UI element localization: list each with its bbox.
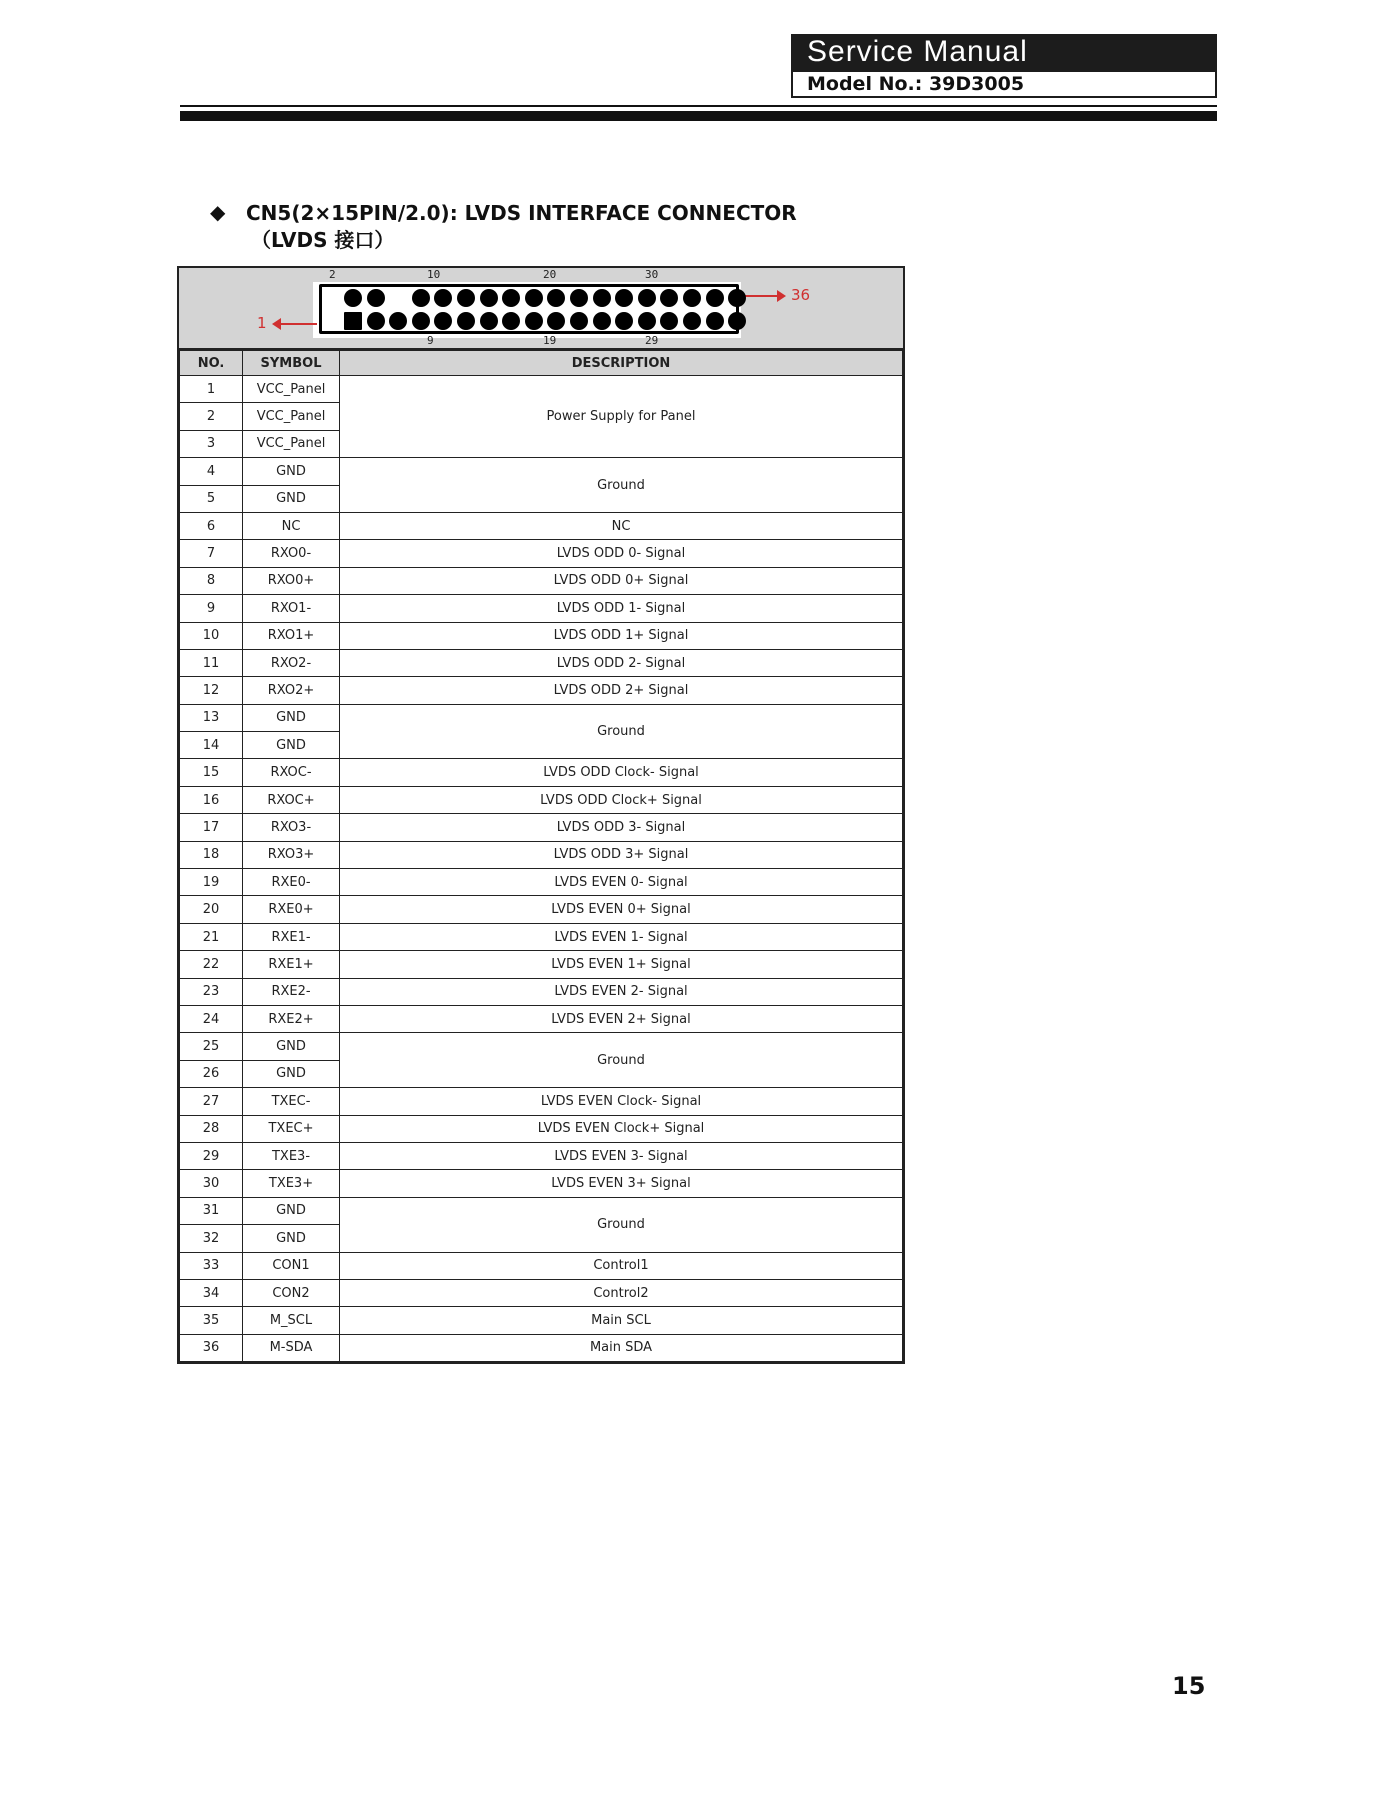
header-description: DESCRIPTION bbox=[340, 351, 903, 376]
pin-table-body bbox=[180, 376, 903, 1362]
pin-number-cell: 11 bbox=[180, 649, 243, 676]
pin-description-cell: LVDS EVEN 0- Signal bbox=[340, 869, 903, 896]
connector-diagram bbox=[179, 268, 903, 350]
pin-description-cell: Control1 bbox=[340, 1252, 903, 1279]
pin-number-cell: 5 bbox=[180, 485, 243, 512]
header-title: Service Manual bbox=[791, 34, 1217, 70]
pin-number-cell: 1 bbox=[180, 376, 243, 403]
tick-label-bottom: 9 bbox=[427, 334, 434, 347]
connector-pin bbox=[480, 289, 498, 307]
pin-symbol-cell: GND bbox=[243, 1225, 340, 1252]
pin-symbol-cell: RXE1+ bbox=[243, 951, 340, 978]
table-row bbox=[180, 1307, 903, 1334]
table-row bbox=[180, 814, 903, 841]
pin-symbol-cell: RXO3- bbox=[243, 814, 340, 841]
pin-number-cell: 8 bbox=[180, 567, 243, 594]
pin-table bbox=[179, 350, 903, 1362]
table-row bbox=[180, 567, 903, 594]
pin-number-cell: 24 bbox=[180, 1005, 243, 1032]
connector-pin bbox=[570, 312, 588, 330]
pin-symbol-cell: RXE2- bbox=[243, 978, 340, 1005]
pin-number-cell: 20 bbox=[180, 896, 243, 923]
pin-number-cell: 36 bbox=[180, 1334, 243, 1361]
pin-symbol-cell: TXE3+ bbox=[243, 1170, 340, 1197]
pin-symbol-cell: M-SDA bbox=[243, 1334, 340, 1361]
connector-pin bbox=[367, 312, 385, 330]
pin-number-cell: 10 bbox=[180, 622, 243, 649]
pin-1-arrow bbox=[279, 323, 317, 325]
table-row bbox=[180, 595, 903, 622]
header-symbol: SYMBOL bbox=[243, 351, 340, 376]
table-header-row bbox=[180, 351, 903, 376]
pin-symbol-cell: GND bbox=[243, 704, 340, 731]
arrow-left-icon bbox=[272, 318, 281, 330]
pin-description-cell: LVDS EVEN 3- Signal bbox=[340, 1142, 903, 1169]
pin-symbol-cell: RXO3+ bbox=[243, 841, 340, 868]
pin-description-cell: LVDS EVEN Clock- Signal bbox=[340, 1088, 903, 1115]
pin-number-cell: 26 bbox=[180, 1060, 243, 1087]
header-rule-thick bbox=[180, 111, 1217, 121]
connector-pin bbox=[457, 289, 475, 307]
pin-number-cell: 18 bbox=[180, 841, 243, 868]
pin-symbol-cell: VCC_Panel bbox=[243, 403, 340, 430]
table-row bbox=[180, 841, 903, 868]
pin-description-cell: LVDS ODD Clock+ Signal bbox=[340, 786, 903, 813]
pin-36-marker: 36 bbox=[791, 286, 811, 304]
tick-label-bottom: 19 bbox=[543, 334, 557, 347]
section-title: CN5(2×15PIN/2.0): LVDS INTERFACE CONNECTOR bbox=[246, 201, 797, 225]
pin-symbol-cell: GND bbox=[243, 1033, 340, 1060]
table-row bbox=[180, 1252, 903, 1279]
connector-pin bbox=[683, 312, 701, 330]
pin-symbol-cell: GND bbox=[243, 485, 340, 512]
pin-symbol-cell: VCC_Panel bbox=[243, 430, 340, 457]
table-row bbox=[180, 759, 903, 786]
pin-symbol-cell: RXO0+ bbox=[243, 567, 340, 594]
pin-number-cell: 14 bbox=[180, 732, 243, 759]
connector-pin bbox=[525, 312, 543, 330]
pin-symbol-cell: NC bbox=[243, 512, 340, 539]
connector-pin bbox=[480, 312, 498, 330]
connector-pin bbox=[367, 289, 385, 307]
pin-description-cell: LVDS EVEN 2- Signal bbox=[340, 978, 903, 1005]
pin-symbol-cell: GND bbox=[243, 1197, 340, 1224]
connector-pin bbox=[412, 312, 430, 330]
pin-symbol-cell: CON2 bbox=[243, 1279, 340, 1306]
pin-symbol-cell: GND bbox=[243, 458, 340, 485]
connector-pin-1-square bbox=[344, 312, 362, 330]
section-subtitle: （LVDS 接口） bbox=[251, 228, 395, 252]
page-number: 15 bbox=[1172, 1672, 1206, 1700]
pin-symbol-cell: RXO1- bbox=[243, 595, 340, 622]
pin-description-cell: LVDS ODD 2+ Signal bbox=[340, 677, 903, 704]
pin-symbol-cell: VCC_Panel bbox=[243, 376, 340, 403]
table-row bbox=[180, 786, 903, 813]
pin-description-cell: LVDS ODD 1+ Signal bbox=[340, 622, 903, 649]
pin-description-cell: Main SDA bbox=[340, 1334, 903, 1361]
pin-description-cell: LVDS EVEN 1- Signal bbox=[340, 923, 903, 950]
connector-pin bbox=[638, 312, 656, 330]
pin-symbol-cell: RXE0+ bbox=[243, 896, 340, 923]
connector-pin bbox=[525, 289, 543, 307]
pin-symbol-cell: RXOC+ bbox=[243, 786, 340, 813]
connector-pin bbox=[728, 289, 746, 307]
pin-description-cell: LVDS ODD 3+ Signal bbox=[340, 841, 903, 868]
connector-pin bbox=[683, 289, 701, 307]
pin-number-cell: 16 bbox=[180, 786, 243, 813]
connector-pin bbox=[706, 312, 724, 330]
pin-symbol-cell: RXE1- bbox=[243, 923, 340, 950]
pin-description-cell: Main SCL bbox=[340, 1307, 903, 1334]
document-header bbox=[791, 34, 1217, 98]
pin-description-cell: Control2 bbox=[340, 1279, 903, 1306]
pin-symbol-cell: TXEC+ bbox=[243, 1115, 340, 1142]
pin-symbol-cell: TXEC- bbox=[243, 1088, 340, 1115]
table-row bbox=[180, 869, 903, 896]
pin-description-cell: NC bbox=[340, 512, 903, 539]
pin-number-cell: 15 bbox=[180, 759, 243, 786]
pin-number-cell: 23 bbox=[180, 978, 243, 1005]
table-row bbox=[180, 896, 903, 923]
pin-number-cell: 9 bbox=[180, 595, 243, 622]
table-row bbox=[180, 677, 903, 704]
pin-description-cell: LVDS EVEN Clock+ Signal bbox=[340, 1115, 903, 1142]
connector-pin bbox=[593, 312, 611, 330]
pin-description-cell: LVDS EVEN 2+ Signal bbox=[340, 1005, 903, 1032]
table-row bbox=[180, 951, 903, 978]
table-row bbox=[180, 540, 903, 567]
pin-number-cell: 17 bbox=[180, 814, 243, 841]
pin-description-cell: LVDS ODD 2- Signal bbox=[340, 649, 903, 676]
table-row bbox=[180, 1005, 903, 1032]
pin-description-cell: Power Supply for Panel bbox=[340, 376, 903, 458]
connector-pin bbox=[457, 312, 475, 330]
pin-1-marker: 1 bbox=[257, 314, 267, 332]
connector-pin bbox=[593, 289, 611, 307]
pin-number-cell: 13 bbox=[180, 704, 243, 731]
tick-label-bottom: 29 bbox=[645, 334, 659, 347]
header-rule-thin bbox=[180, 105, 1217, 107]
pin-symbol-cell: RXO2+ bbox=[243, 677, 340, 704]
table-row bbox=[180, 1033, 903, 1060]
pin-number-cell: 31 bbox=[180, 1197, 243, 1224]
table-row bbox=[180, 622, 903, 649]
pin-table-container bbox=[177, 266, 905, 1364]
tick-label-top: 2 bbox=[329, 268, 336, 281]
pin-number-cell: 35 bbox=[180, 1307, 243, 1334]
connector-pin bbox=[706, 289, 724, 307]
pin-symbol-cell: RXO1+ bbox=[243, 622, 340, 649]
connector-pin bbox=[412, 289, 430, 307]
pin-number-cell: 6 bbox=[180, 512, 243, 539]
diamond-bullet-icon: ◆ bbox=[210, 200, 226, 224]
pin-number-cell: 7 bbox=[180, 540, 243, 567]
pin-number-cell: 30 bbox=[180, 1170, 243, 1197]
table-row bbox=[180, 1115, 903, 1142]
pin-description-cell: LVDS ODD 0- Signal bbox=[340, 540, 903, 567]
pin-symbol-cell: RXOC- bbox=[243, 759, 340, 786]
pin-number-cell: 28 bbox=[180, 1115, 243, 1142]
tick-label-top: 10 bbox=[427, 268, 441, 281]
table-row bbox=[180, 1197, 903, 1224]
pin-description-cell: LVDS ODD Clock- Signal bbox=[340, 759, 903, 786]
pin-symbol-cell: RXE0- bbox=[243, 869, 340, 896]
connector-pin bbox=[638, 289, 656, 307]
pin-description-cell: LVDS ODD 0+ Signal bbox=[340, 567, 903, 594]
table-row bbox=[180, 923, 903, 950]
pin-symbol-cell: RXO2- bbox=[243, 649, 340, 676]
pin-description-cell: Ground bbox=[340, 704, 903, 759]
pin-symbol-cell: GND bbox=[243, 1060, 340, 1087]
pin-symbol-cell: RXE2+ bbox=[243, 1005, 340, 1032]
pin-number-cell: 29 bbox=[180, 1142, 243, 1169]
pin-description-cell: LVDS ODD 1- Signal bbox=[340, 595, 903, 622]
table-row bbox=[180, 458, 903, 485]
table-row bbox=[180, 1088, 903, 1115]
table-row bbox=[180, 512, 903, 539]
header-no: NO. bbox=[180, 351, 243, 376]
pin-description-cell: Ground bbox=[340, 1033, 903, 1088]
connector-pin bbox=[728, 312, 746, 330]
pin-number-cell: 22 bbox=[180, 951, 243, 978]
pin-number-cell: 3 bbox=[180, 430, 243, 457]
pin-description-cell: LVDS EVEN 0+ Signal bbox=[340, 896, 903, 923]
pin-description-cell: LVDS EVEN 1+ Signal bbox=[340, 951, 903, 978]
table-row bbox=[180, 978, 903, 1005]
table-row bbox=[180, 1334, 903, 1361]
tick-label-top: 20 bbox=[543, 268, 557, 281]
pin-36-arrow bbox=[741, 295, 779, 297]
table-row bbox=[180, 1170, 903, 1197]
pin-symbol-cell: GND bbox=[243, 732, 340, 759]
pin-number-cell: 4 bbox=[180, 458, 243, 485]
pin-number-cell: 21 bbox=[180, 923, 243, 950]
connector-pin bbox=[344, 289, 362, 307]
tick-label-top: 30 bbox=[645, 268, 659, 281]
pin-symbol-cell: CON1 bbox=[243, 1252, 340, 1279]
arrow-right-icon bbox=[777, 290, 786, 302]
pin-description-cell: LVDS EVEN 3+ Signal bbox=[340, 1170, 903, 1197]
pin-description-cell: LVDS ODD 3- Signal bbox=[340, 814, 903, 841]
pin-number-cell: 27 bbox=[180, 1088, 243, 1115]
pin-number-cell: 2 bbox=[180, 403, 243, 430]
table-row bbox=[180, 1279, 903, 1306]
pin-number-cell: 32 bbox=[180, 1225, 243, 1252]
table-row bbox=[180, 649, 903, 676]
pin-number-cell: 33 bbox=[180, 1252, 243, 1279]
connector-pin bbox=[570, 289, 588, 307]
pin-symbol-cell: M_SCL bbox=[243, 1307, 340, 1334]
pin-symbol-cell: RXO0- bbox=[243, 540, 340, 567]
pin-description-cell: Ground bbox=[340, 458, 903, 513]
table-row bbox=[180, 376, 903, 403]
table-row bbox=[180, 704, 903, 731]
pin-number-cell: 12 bbox=[180, 677, 243, 704]
model-number: Model No.: 39D3005 bbox=[791, 70, 1217, 98]
pin-symbol-cell: TXE3- bbox=[243, 1142, 340, 1169]
pin-number-cell: 34 bbox=[180, 1279, 243, 1306]
pin-number-cell: 25 bbox=[180, 1033, 243, 1060]
pin-description-cell: Ground bbox=[340, 1197, 903, 1252]
pin-number-cell: 19 bbox=[180, 869, 243, 896]
table-row bbox=[180, 1142, 903, 1169]
